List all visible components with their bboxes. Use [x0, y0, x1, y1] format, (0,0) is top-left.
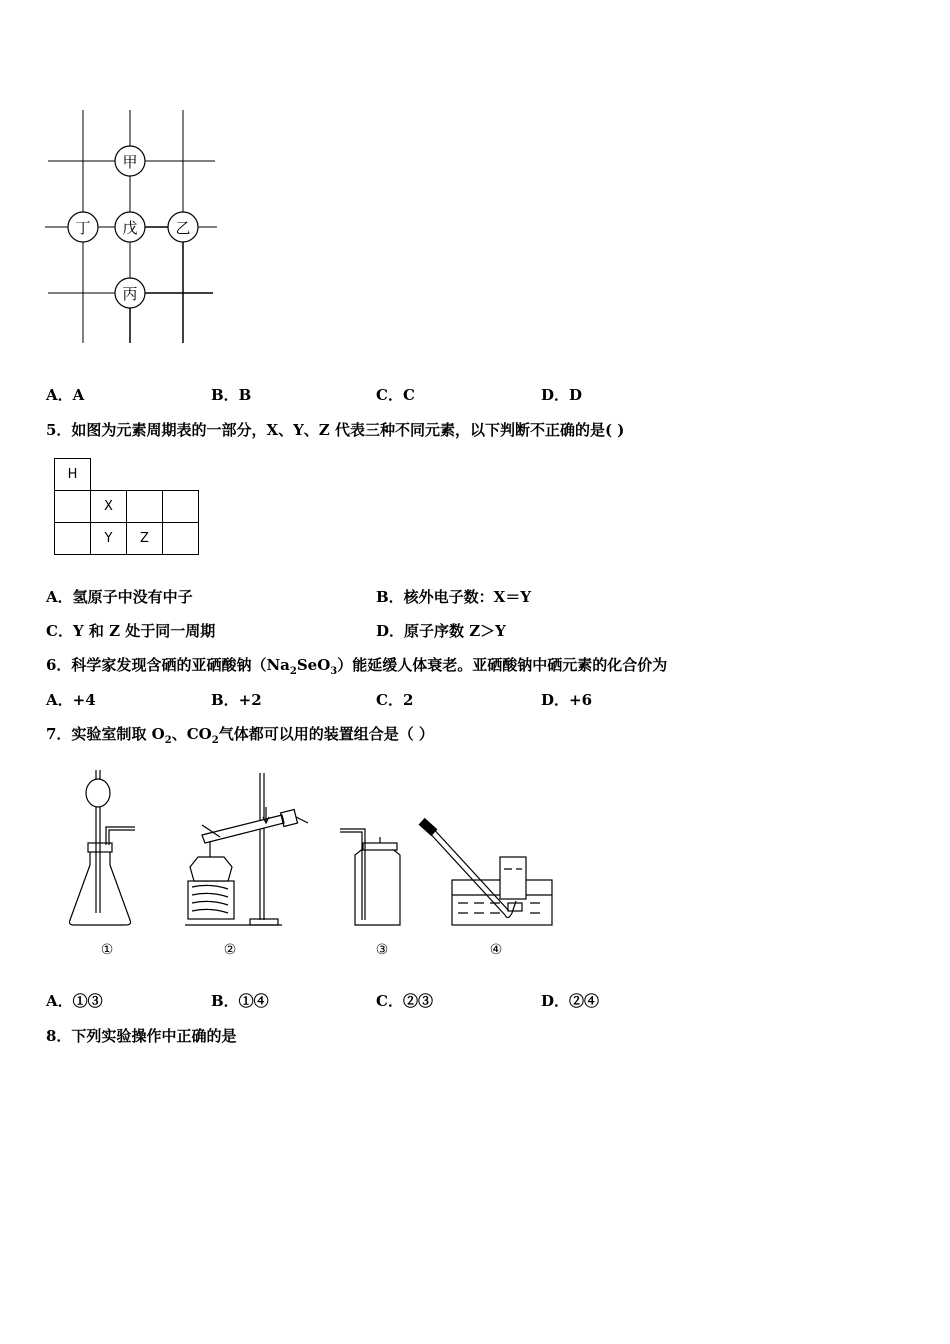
- q6-option-b[interactable]: B．+2: [211, 691, 262, 709]
- apparatus-2-heating: [185, 773, 308, 925]
- grid-node-ding-label: 丁: [75, 219, 91, 237]
- q4-option-a[interactable]: A．A: [46, 386, 85, 404]
- lab-apparatus-figure: [60, 765, 570, 960]
- q7-option-a[interactable]: A．①③: [46, 992, 103, 1010]
- q4-option-c[interactable]: C．C: [376, 386, 415, 404]
- q4-option-b[interactable]: B．B: [211, 386, 252, 404]
- apparatus-3-bottle: [340, 829, 400, 925]
- cell-empty: [54, 490, 91, 523]
- q5-option-d[interactable]: D．原子序数 Z＞Y: [376, 622, 506, 640]
- cell-z: Z: [126, 522, 163, 555]
- grid-node-bing-label: 丙: [122, 285, 138, 303]
- cell-x: X: [90, 490, 127, 523]
- grid-node-wu-label: 戊: [122, 219, 138, 237]
- q6-option-d[interactable]: D．+6: [541, 691, 593, 709]
- q6-stem: 6．科学家发现含硒的亚硒酸钠$(Na_2SeO_3)$能延缓人体衰老。亚硒酸钠中硒元素的化合价为: [46, 656, 668, 677]
- grid-node-yi-label: 乙: [175, 219, 191, 237]
- apparatus-1-label: ①: [100, 942, 114, 958]
- q5-option-c[interactable]: C．Y 和 Z 处于同一周期: [46, 622, 216, 640]
- apparatus-3-label: ③: [375, 942, 389, 958]
- q5-option-b[interactable]: B．核外电子数：X＝Y: [376, 588, 532, 606]
- q8-stem: 8．下列实验操作中正确的是: [46, 1027, 237, 1045]
- cell-y: Y: [90, 522, 127, 555]
- grid-node-jia-label: 甲: [122, 153, 138, 171]
- cell-h: H: [54, 458, 91, 491]
- q6-option-a[interactable]: A．+4: [46, 691, 96, 709]
- q4-option-d[interactable]: D．D: [541, 386, 583, 404]
- q7-option-d[interactable]: D．②④: [541, 992, 600, 1010]
- periodic-table-fragment: [54, 458, 200, 554]
- apparatus-1-flask: [70, 770, 136, 925]
- cell-empty: [162, 490, 199, 523]
- q7-option-b[interactable]: B．①④: [211, 992, 269, 1010]
- apparatus-2-label: ②: [223, 942, 237, 958]
- q5-option-a[interactable]: A．氢原子中没有中子: [46, 588, 193, 606]
- cell-empty: [126, 490, 163, 523]
- node-grid-figure: [40, 105, 225, 350]
- q6-option-c[interactable]: C．2: [376, 691, 414, 709]
- q5-stem: 5．如图为元素周期表的一部分，X、Y、Z 代表三种不同元素，以下判断不正确的是( ): [46, 421, 625, 439]
- q7-stem: 7．实验室制取 $O_2$、$CO_2$气体都可以用的装置组合是（ ）: [46, 725, 434, 746]
- q7-option-c[interactable]: C．②③: [376, 992, 433, 1010]
- apparatus-4-trough: [419, 819, 552, 925]
- cell-empty: [162, 522, 199, 555]
- apparatus-4-label: ④: [489, 942, 503, 958]
- cell-empty: [54, 522, 91, 555]
